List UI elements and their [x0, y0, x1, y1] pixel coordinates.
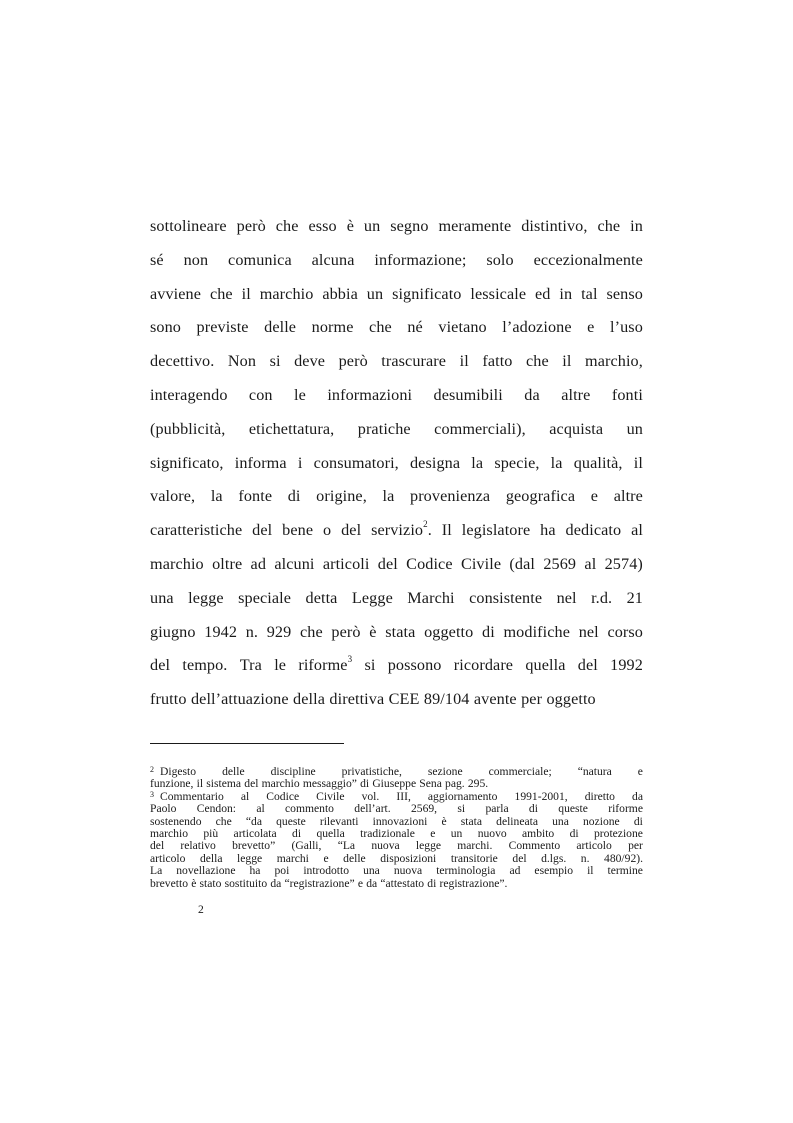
- word: protezione: [593, 826, 643, 840]
- word: comunica: [228, 250, 292, 269]
- word: però: [331, 622, 361, 641]
- word: solo: [486, 250, 514, 269]
- word: novellazione: [176, 864, 236, 878]
- word: valore,: [150, 487, 196, 506]
- word: del: [150, 839, 165, 853]
- word: legge: [188, 588, 224, 607]
- word: esempio: [534, 864, 574, 878]
- word: Non: [227, 352, 257, 371]
- word: consumatori,: [313, 453, 399, 472]
- word: tal: [581, 284, 598, 303]
- word: etichettatura,: [248, 419, 335, 438]
- word: ha: [540, 521, 556, 540]
- body-line: [150, 311, 643, 345]
- word: fonti: [611, 385, 643, 404]
- word: Il: [441, 521, 452, 540]
- word: “La: [337, 839, 356, 853]
- word: relativo: [180, 839, 216, 853]
- word: CEE: [388, 690, 420, 709]
- word: che: [209, 284, 233, 303]
- word: vietano: [438, 318, 487, 337]
- word: dell’art.: [354, 802, 391, 816]
- word: sistema: [206, 777, 242, 791]
- word: r.d.: [591, 588, 613, 607]
- word: legge: [415, 839, 442, 853]
- word: stata: [385, 622, 416, 641]
- word: dell’attuazione: [190, 690, 289, 709]
- word: 2569: [543, 554, 577, 573]
- word: di: [528, 802, 538, 816]
- word: del: [252, 521, 273, 540]
- word: un: [626, 419, 643, 438]
- word: qualità,: [573, 453, 623, 472]
- word: diretto: [584, 789, 615, 803]
- body-line: [150, 278, 643, 312]
- word: nuovo: [477, 826, 507, 840]
- word: possono: [387, 656, 442, 675]
- word: poi: [274, 864, 290, 878]
- word: il: [562, 352, 572, 371]
- word: articolo: [150, 851, 186, 865]
- word: privatistiche,: [341, 765, 402, 778]
- word: e: [357, 876, 363, 890]
- word: che: [597, 217, 621, 235]
- word: frutto: [150, 690, 187, 709]
- word: la: [550, 453, 563, 472]
- word: né: [407, 318, 423, 337]
- word: Civile: [460, 554, 502, 573]
- body-line: [150, 480, 643, 514]
- word: nel: [578, 622, 599, 641]
- word: previste: [196, 318, 249, 337]
- body-line: [150, 244, 643, 278]
- body-line: [150, 379, 643, 413]
- word: discipline: [270, 765, 316, 778]
- word: transitorie: [450, 851, 498, 865]
- footnote-line: [150, 840, 643, 852]
- word: e: [637, 765, 643, 778]
- word: senso: [606, 284, 643, 303]
- word: da: [524, 385, 540, 404]
- word: eccezionalmente: [533, 250, 643, 269]
- word: marchio: [150, 826, 188, 840]
- word: della: [293, 690, 326, 709]
- body-text: [150, 210, 643, 717]
- word: in: [559, 284, 573, 303]
- word: si: [364, 656, 376, 675]
- word: 295.: [467, 777, 489, 791]
- word: (dal: [509, 554, 535, 573]
- word: il: [459, 352, 469, 371]
- word: che: [526, 352, 549, 371]
- word: Paolo: [150, 802, 177, 816]
- word: sottolineare: [150, 217, 227, 235]
- word: che: [215, 814, 232, 828]
- word: articolata: [233, 826, 277, 840]
- word: del: [150, 656, 171, 675]
- word: Giuseppe: [372, 777, 417, 791]
- word: sostituito: [224, 876, 268, 890]
- word: di: [287, 487, 301, 506]
- word: direttiva: [329, 690, 385, 709]
- word: trascurare: [381, 352, 447, 371]
- word: la: [471, 453, 484, 472]
- word: delle: [343, 851, 366, 865]
- word: la: [382, 487, 395, 506]
- footnotes: [150, 766, 643, 890]
- word: sé: [150, 250, 164, 269]
- word: provenienza: [410, 487, 491, 506]
- word: terminologia: [436, 864, 496, 878]
- word: un: [366, 284, 384, 303]
- word: del: [577, 656, 598, 675]
- word: e: [587, 318, 595, 337]
- word: Civile: [316, 789, 345, 803]
- word: quella: [316, 826, 345, 840]
- word: Codice: [406, 554, 453, 573]
- word: 1942: [204, 622, 238, 641]
- word: marchio: [261, 777, 300, 791]
- word: Sena: [419, 777, 442, 791]
- word: n.: [580, 851, 590, 865]
- word: è: [369, 622, 377, 641]
- word: Commento: [508, 839, 561, 853]
- word: in: [630, 217, 643, 235]
- word: commerciali),: [434, 419, 526, 438]
- word: e: [430, 826, 436, 840]
- word: rilevanti: [319, 814, 359, 828]
- word: più: [203, 826, 219, 840]
- word: segno: [390, 217, 429, 235]
- word: $^2$ Digesto: [150, 765, 197, 778]
- word: al: [256, 802, 265, 816]
- word: acquista: [549, 419, 604, 438]
- word: al: [584, 554, 597, 573]
- word: quella: [525, 656, 566, 675]
- word: del: [512, 851, 527, 865]
- word: non: [183, 250, 209, 269]
- word: altre: [561, 385, 591, 404]
- word: esso: [308, 217, 337, 235]
- word: ad: [509, 864, 521, 878]
- word: Cendon:: [196, 802, 237, 816]
- word: di: [292, 826, 302, 840]
- footnote-line: [150, 778, 643, 790]
- word: corso: [607, 622, 643, 641]
- word: 1991-2001,: [514, 789, 568, 803]
- word: significato: [392, 284, 462, 303]
- word: geografica: [505, 487, 576, 506]
- body-line: [150, 345, 643, 379]
- word: marchi: [276, 851, 309, 865]
- word: informa: [234, 453, 287, 472]
- word: stato: [199, 876, 222, 890]
- word: giugno: [150, 622, 196, 641]
- footnote-ref: 3: [347, 653, 353, 664]
- word: dedicato: [565, 521, 622, 540]
- word: n.: [245, 622, 259, 641]
- word-with-footnote-ref: servizio$^2$.: [371, 518, 432, 540]
- word: (Galli,: [291, 839, 322, 853]
- word: del: [341, 521, 362, 540]
- word: legge: [237, 851, 263, 865]
- word: d.lgs.: [541, 851, 567, 865]
- word: alcuni: [274, 554, 315, 573]
- word: queste: [558, 802, 588, 816]
- word: è: [191, 876, 197, 890]
- word: “natura: [577, 765, 612, 778]
- word: un: [450, 826, 463, 840]
- word: $^3$ Commentario: [150, 789, 224, 803]
- word: di: [633, 814, 643, 828]
- word: registrazione”.: [439, 876, 508, 890]
- word: distintivo,: [521, 217, 588, 235]
- word: informazioni: [327, 385, 413, 404]
- footnote-line: [150, 878, 643, 890]
- word: delle: [264, 318, 297, 337]
- footnote-line: [150, 803, 643, 815]
- word: meramente: [438, 217, 512, 235]
- word: ha: [249, 864, 261, 878]
- word: da: [632, 789, 643, 803]
- word: una: [363, 864, 380, 878]
- word: una: [552, 814, 569, 828]
- page-number: 2: [198, 903, 204, 916]
- word: nozione: [582, 814, 620, 828]
- word: commento: [285, 802, 334, 816]
- word: fonte: [238, 487, 273, 506]
- word: deve: [294, 352, 326, 371]
- word: designa: [409, 453, 461, 472]
- word: “attestato: [380, 876, 425, 890]
- word: queste: [276, 814, 306, 828]
- word: ambito: [522, 826, 555, 840]
- body-line: [150, 683, 643, 717]
- word: “da: [245, 814, 262, 828]
- word: l’uso: [610, 318, 643, 337]
- word: norme: [311, 318, 354, 337]
- word: da: [366, 876, 378, 890]
- word: altre: [613, 487, 643, 506]
- word: consistente: [469, 588, 543, 607]
- word: per: [628, 839, 643, 853]
- word: modifiche: [503, 622, 571, 641]
- body-line: [150, 616, 643, 650]
- word: fatto: [482, 352, 513, 371]
- word: articolo: [576, 839, 612, 853]
- word: però: [236, 217, 266, 235]
- word: 2574): [604, 554, 643, 573]
- word: speciale: [238, 588, 292, 607]
- word: è: [346, 217, 354, 235]
- word: il: [241, 284, 251, 303]
- word: caratteristiche: [150, 521, 243, 540]
- word: specie,: [494, 453, 540, 472]
- word: marchio: [150, 554, 204, 573]
- body-line: [150, 582, 643, 616]
- word: oggetto: [546, 690, 596, 709]
- body-line: [150, 649, 643, 683]
- word: Marchi: [407, 588, 455, 607]
- word: Tra: [239, 656, 262, 675]
- word: articoli: [322, 554, 370, 573]
- word: avente: [473, 690, 517, 709]
- word: 480/92).: [604, 851, 643, 865]
- word: termine: [607, 864, 643, 878]
- word: informazione;: [374, 250, 467, 269]
- word: che: [369, 318, 392, 337]
- word: detta: [305, 588, 338, 607]
- footnote-line: [150, 865, 643, 877]
- word: della: [199, 851, 223, 865]
- word: tempo.: [182, 656, 228, 675]
- word: Codice: [266, 789, 300, 803]
- word: “registrazione”: [284, 876, 355, 890]
- word: di: [482, 622, 495, 641]
- word: riforme: [608, 802, 643, 816]
- word: marchio: [259, 284, 314, 303]
- word: tradizionale: [360, 826, 415, 840]
- word: ed: [535, 284, 551, 303]
- word: sostenendo: [150, 814, 202, 828]
- word: il: [196, 777, 204, 791]
- word: oltre: [212, 554, 243, 573]
- word: marchi.: [457, 839, 493, 853]
- word: e: [590, 487, 599, 506]
- word: o: [323, 521, 332, 540]
- word: interagendo: [150, 385, 228, 404]
- word: di: [360, 777, 370, 791]
- word: del: [244, 777, 259, 791]
- footnote-number: 2: [150, 765, 154, 774]
- word: bene: [282, 521, 314, 540]
- word: desumibili: [433, 385, 503, 404]
- body-line: [150, 548, 643, 582]
- word: delineata: [496, 814, 538, 828]
- word: vol.: [361, 789, 380, 803]
- word: le: [294, 385, 306, 404]
- body-line: [150, 447, 643, 481]
- word: di: [569, 826, 579, 840]
- body-line: [150, 210, 643, 244]
- word: i: [297, 453, 303, 472]
- word: introdotto: [303, 864, 350, 878]
- word: e: [323, 851, 329, 865]
- word: 929: [266, 622, 292, 641]
- word: si: [269, 352, 281, 371]
- word: però: [338, 352, 368, 371]
- word: le: [274, 656, 287, 675]
- word: aggiornamento: [427, 789, 498, 803]
- word: di: [427, 876, 437, 890]
- word: nuova: [393, 864, 423, 878]
- word: pratiche: [357, 419, 411, 438]
- word: significato,: [150, 453, 224, 472]
- word: 89/104: [423, 690, 470, 709]
- word: decettivo.: [150, 352, 215, 371]
- word: 1992: [610, 656, 643, 675]
- word: nuova: [371, 839, 400, 853]
- word: parla: [485, 802, 509, 816]
- word: è: [441, 814, 447, 828]
- word: funzione,: [150, 777, 194, 791]
- word: sezione: [427, 765, 463, 778]
- word: al: [240, 789, 250, 803]
- word: al: [631, 521, 643, 540]
- word: una: [150, 588, 174, 607]
- body-line: [150, 514, 643, 548]
- word: delle: [222, 765, 245, 778]
- word: 2569,: [410, 802, 438, 816]
- word: innovazioni: [372, 814, 428, 828]
- word: nel: [556, 588, 577, 607]
- word: III,: [396, 789, 411, 803]
- word: disposizioni: [380, 851, 437, 865]
- footnote-ref: 2: [423, 518, 428, 529]
- word: che: [275, 217, 299, 235]
- footnote-number: 3: [150, 789, 154, 799]
- word: (pubblicità,: [150, 419, 226, 438]
- word: abbia: [322, 284, 358, 303]
- word: ricordare: [453, 656, 514, 675]
- word: che: [299, 622, 323, 641]
- word: per: [521, 690, 543, 709]
- word: messaggio”: [302, 777, 357, 791]
- word: si: [457, 802, 466, 816]
- word: legislatore: [461, 521, 531, 540]
- word: La: [150, 864, 163, 878]
- word: da: [270, 876, 282, 890]
- word: con: [248, 385, 273, 404]
- word: lessicale: [470, 284, 527, 303]
- word: 21: [626, 588, 643, 607]
- word: il: [587, 864, 594, 878]
- word: pag.: [445, 777, 465, 791]
- word: del: [377, 554, 398, 573]
- word: origine,: [316, 487, 367, 506]
- word: alcuna: [311, 250, 355, 269]
- footnote-separator: [150, 743, 344, 744]
- word: stata: [460, 814, 483, 828]
- word: la: [210, 487, 223, 506]
- word: sono: [150, 318, 181, 337]
- word: ad: [250, 554, 267, 573]
- word-with-footnote-ref: riforme$^3$: [298, 653, 353, 675]
- word: brevetto”: [232, 839, 276, 853]
- body-line: [150, 413, 643, 447]
- word: avviene: [150, 284, 202, 303]
- word: il: [633, 453, 643, 472]
- word: l’adozione: [502, 318, 572, 337]
- word: commerciale;: [488, 765, 552, 778]
- word: marchio,: [585, 352, 643, 371]
- word: Legge: [351, 588, 393, 607]
- word: brevetto: [150, 876, 188, 890]
- word: oggetto: [424, 622, 474, 641]
- word: un: [363, 217, 381, 235]
